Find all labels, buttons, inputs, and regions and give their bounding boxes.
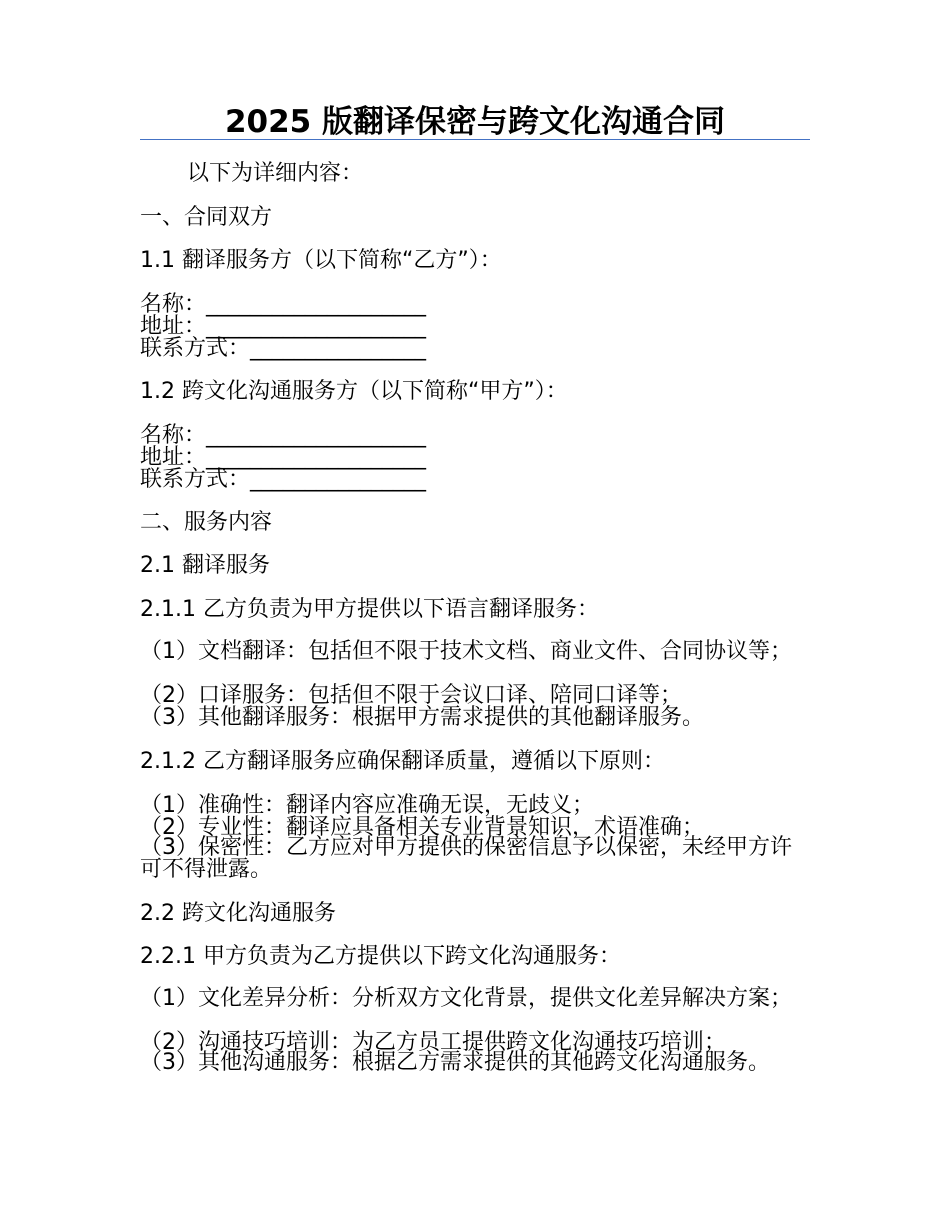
section2-heading: 二、服务内容 [140, 510, 273, 535]
section1-heading: 一、合同双方 [140, 205, 273, 230]
intro-text: 以下为详细内容： [187, 161, 364, 186]
party-b-contact: 联系方式：________________ [140, 336, 427, 361]
clause-2-1-1-item-1: （1）文档翻译：包括但不限于技术文档、商业文件、合同协议等； [140, 639, 792, 664]
party-a-label: 1.2 跨文化沟通服务方（以下简称“甲方”）： [140, 379, 568, 404]
party-a-address: 地址：____________________ [140, 445, 427, 470]
clause-2-1-2-item-1: （1）准确性：翻译内容应准确无误，无歧义； [140, 793, 594, 818]
party-b-address: 地址：____________________ [140, 314, 427, 339]
clause-2-1-2-item-2: （2）专业性：翻译应具备相关专业背景知识，术语准确； [140, 815, 704, 840]
clause-2-1-2: 2.1.2 乙方翻译服务应确保翻译质量，遵循以下原则： [140, 749, 665, 774]
section2-1-heading: 2.1 翻译服务 [140, 553, 270, 578]
title-underline [140, 139, 810, 140]
clause-2-2-1-item-1: （1）文化差异分析：分析双方文化背景，提供文化差异解决方案； [140, 986, 792, 1011]
party-b-label: 1.1 翻译服务方（以下简称“乙方”）： [140, 248, 502, 273]
clause-2-2-1-item-3: （3）其他沟通服务：根据乙方需求提供的其他跨文化沟通服务。 [140, 1050, 770, 1075]
party-a-contact: 联系方式：________________ [140, 467, 427, 492]
section2-2-heading: 2.2 跨文化沟通服务 [140, 901, 336, 926]
document-title: 2025 版翻译保密与跨文化沟通合同 [224, 104, 726, 140]
party-a-name: 名称：____________________ [140, 423, 427, 448]
clause-2-1-1-item-2: （2）口译服务：包括但不限于会议口译、陪同口译等； [140, 683, 682, 708]
party-b-name: 名称：____________________ [140, 292, 427, 317]
clause-2-2-1-item-2: （2）沟通技巧培训：为乙方员工提供跨文化沟通技巧培训； [140, 1030, 726, 1055]
clause-2-2-1: 2.2.1 甲方负责为乙方提供以下跨文化沟通服务： [140, 944, 621, 969]
clause-2-1-2-item-3: （3）保密性：乙方应对甲方提供的保密信息予以保密，未经甲方许可不得泄露。 [140, 835, 792, 882]
clause-2-1-1-item-3: （3）其他翻译服务：根据甲方需求提供的其他翻译服务。 [140, 705, 704, 730]
clause-2-1-1: 2.1.1 乙方负责为甲方提供以下语言翻译服务： [140, 597, 599, 622]
